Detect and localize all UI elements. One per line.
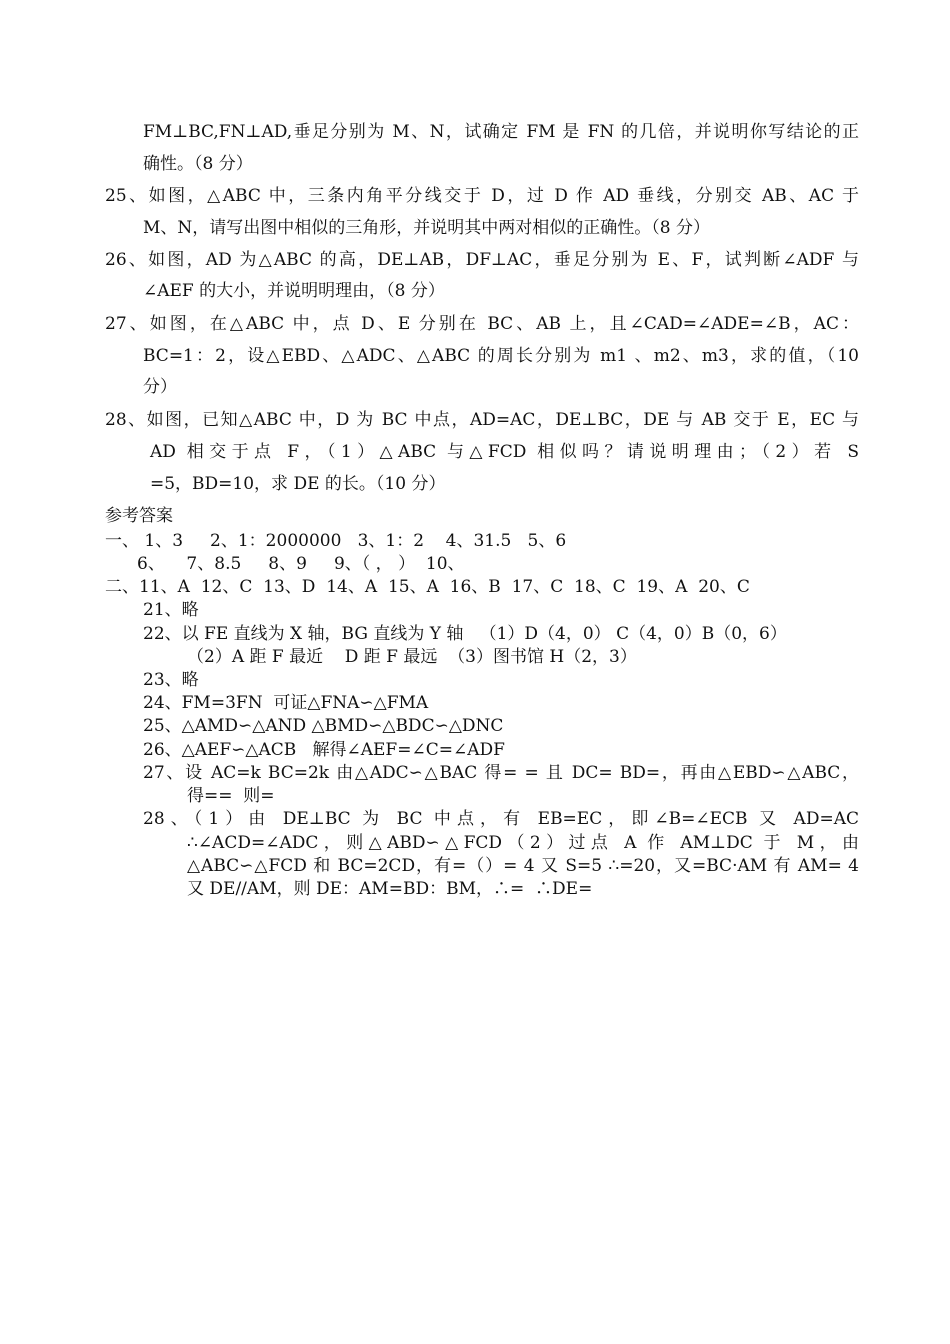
- answers-heading: 参考答案: [105, 506, 173, 526]
- q27-line-1: 27、如图，在△ABC 中，点 D、E 分别在 BC、AB 上，且∠CAD=∠ADE=∠B，AC：: [105, 314, 859, 334]
- q27-line-2: BC=1：2，设△EBD、△ADC、△ABC 的周长分别为 m1 、m2、m3，求的值，（10: [143, 346, 859, 366]
- answer-28-line-2: ∴∠ACD=∠ADC，则△ABD∽△FCD（2）过点 A 作 AM⊥DC 于 M，由: [187, 833, 859, 853]
- answer-28-line-3: △ABC∽△FCD 和 BC=2CD，有=（）= 4 又 S=5 ∴=20，又=BC·AM 有 AM= 4: [187, 856, 859, 876]
- answer-22-line-1: 22、以 FE 直线为 X 轴，BG 直线为 Y 轴 （1）D（4，0） C（4，0）B（0，6）: [143, 624, 787, 644]
- answers-part1-line-2: 6、 7、8.5 8、9 9、（ ， ） 10、: [137, 554, 465, 574]
- q27-line-3: 分）: [143, 377, 177, 397]
- q28-line-2: AD 相交于点 F，（1）△ABC 与△FCD 相似吗？请说明理由；（2）若 S: [150, 442, 859, 462]
- q24-line-1: FM⊥BC,FN⊥AD,垂足分别为 M、N，试确定 FM 是 FN 的几倍，并说明你写结论的正: [143, 122, 859, 142]
- q24-line-2: 确性。（8 分）: [143, 154, 253, 174]
- q28-line-3: =5，BD=10，求 DE 的长。（10 分）: [150, 474, 446, 494]
- answer-24: 24、FM=3FN 可证△FNA∽△FMA: [143, 693, 429, 713]
- answer-28-line-1: 28、（1）由 DE⊥BC 为 BC 中点，有 EB=EC，即∠B=∠ECB 又 AD=AC: [143, 809, 859, 829]
- answer-23: 23、略: [143, 670, 199, 690]
- q25-line-2: M、N，请写出图中相似的三角形，并说明其中两对相似的正确性。（8 分）: [143, 218, 710, 238]
- answer-27-line-1: 27、设 AC=k BC=2k 由△ADC∽△BAC 得= = 且 DC= BD=，再由△EBD∽△ABC，: [143, 763, 859, 783]
- q26-line-1: 26、如图，AD 为△ABC 的高，DE⊥AB，DF⊥AC，垂足分别为 E、F，试判断∠ADF 与: [105, 250, 859, 270]
- answers-part1-line-1: 一、 1、3 2、1：2000000 3、1：2 4、31.5 5、6: [105, 531, 567, 551]
- answer-28-line-4: 又 DE//AM，则 DE：AM=BD：BM，∴= ∴DE=: [187, 879, 593, 899]
- answer-21: 21、略: [143, 600, 199, 620]
- answer-26: 26、△AEF∽△ACB 解得∠AEF=∠C=∠ADF: [143, 740, 505, 760]
- answer-27-line-2: 得== 则=: [187, 786, 275, 806]
- q25-line-1: 25、如图，△ABC 中，三条内角平分线交于 D，过 D 作 AD 垂线，分别交 AB、AC 于: [105, 186, 859, 206]
- answers-part2-line: 二、11、A 12、C 13、D 14、A 15、A 16、B 17、C 18、C 19、A 20、C: [105, 577, 750, 597]
- answer-22-line-2: （2）A 距 F 最近 D 距 F 最远 （3）图书馆 H（2，3）: [187, 647, 637, 667]
- answer-25: 25、△AMD∽△AND △BMD∽△BDC∽△DNC: [143, 716, 504, 736]
- q26-line-2: ∠AEF 的大小，并说明明理由，（8 分）: [143, 281, 445, 301]
- q28-line-1: 28、如图，已知△ABC 中，D 为 BC 中点，AD=AC，DE⊥BC，DE 与 AB 交于 E，EC 与: [105, 410, 859, 430]
